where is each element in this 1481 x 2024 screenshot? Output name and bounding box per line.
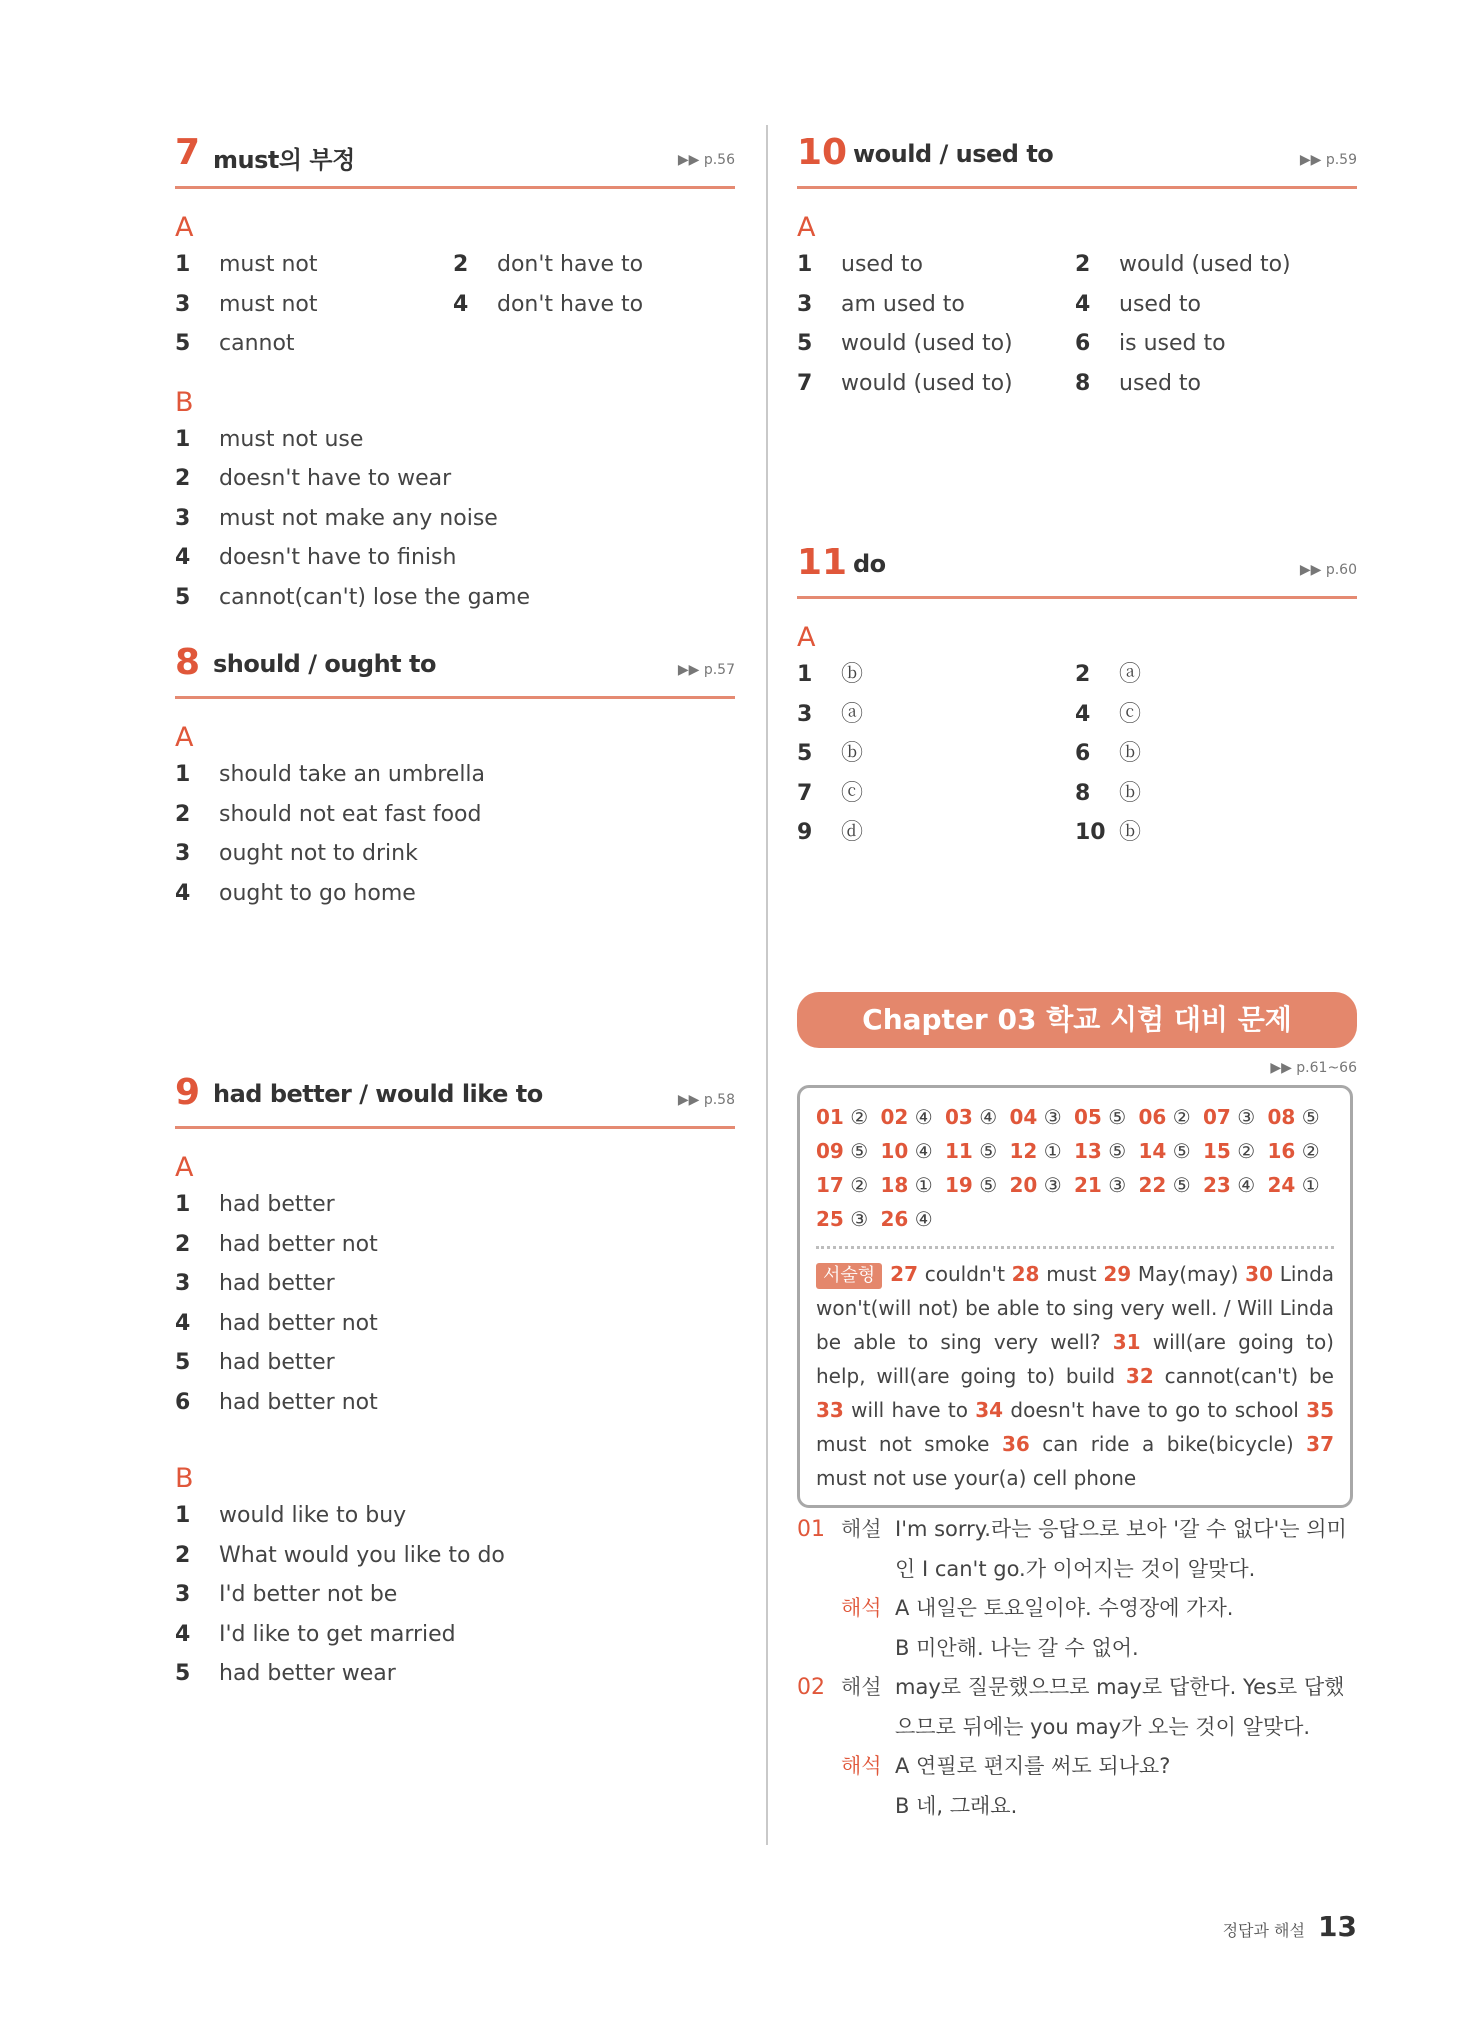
mc-answer	[881, 1105, 933, 1129]
mc-choice: ④	[914, 1105, 933, 1129]
translation-text: A 연필로 편지를 써도 되나요?	[895, 1754, 1171, 1778]
descriptive-answer: can ride a bike(bicycle)	[1042, 1432, 1294, 1456]
answer-number: 4	[1075, 291, 1091, 317]
mc-choice: ②	[850, 1105, 869, 1129]
answer-number: 3	[175, 291, 191, 317]
section-number: 7	[175, 132, 201, 173]
mc-choice: ③	[1043, 1173, 1062, 1197]
descriptive-answer: must not smoke	[816, 1432, 990, 1456]
answer-number: 2	[175, 801, 191, 827]
answer-item	[1075, 364, 1353, 404]
descriptive-number: 30	[1245, 1262, 1273, 1286]
answer-item	[1075, 285, 1353, 325]
answer-number: 1	[175, 762, 191, 787]
answer-text: ⓑ	[841, 662, 864, 687]
answer-item	[175, 834, 731, 874]
translation-tag: 해석	[841, 1754, 882, 1778]
answer-item	[453, 245, 731, 285]
mc-answer	[1074, 1139, 1126, 1163]
answer-text: had better not	[219, 1389, 378, 1415]
answer-item	[175, 499, 731, 539]
answer-item	[1075, 734, 1353, 774]
mc-choice: ①	[1301, 1173, 1320, 1197]
section-header	[175, 130, 735, 189]
answer-text: What would you like to do	[219, 1542, 505, 1568]
answer-item	[175, 1654, 731, 1694]
descriptive-number: 28	[1011, 1262, 1040, 1286]
answer-number: 4	[175, 1621, 191, 1647]
answer-text: is used to	[1119, 331, 1226, 356]
explanation-tag: 해설	[841, 1675, 882, 1699]
page-reference: ▶▶ p.61~66	[1270, 1060, 1357, 1076]
part-letter: A	[175, 722, 194, 753]
answer-item	[175, 324, 453, 364]
answer-text: ⓒ	[1119, 701, 1142, 727]
answer-item	[175, 1185, 731, 1225]
mc-answer	[1203, 1105, 1255, 1129]
answer-list	[797, 655, 1357, 853]
answer-text: would (used to)	[1119, 252, 1291, 277]
answer-text: ⓐ	[841, 701, 864, 727]
mc-number: 22	[1138, 1173, 1167, 1197]
descriptive-answer: couldn't	[924, 1262, 1005, 1286]
section-header	[797, 540, 1357, 599]
answer-number: 9	[797, 820, 813, 845]
descriptive-number: 31	[1112, 1330, 1141, 1354]
mc-number: 03	[945, 1105, 973, 1129]
descriptive-label: 서술형	[816, 1263, 882, 1289]
section-title: would / used to	[853, 140, 1054, 168]
answer-number: 6	[1075, 741, 1091, 766]
section-title: should / ought to	[213, 650, 436, 678]
answer-text: ⓑ	[1119, 820, 1142, 845]
section-10	[797, 130, 1357, 403]
answer-item	[175, 755, 731, 795]
mc-number: 06	[1138, 1105, 1167, 1129]
explanation-text: may로 질문했으므로 may로 답한다. Yes로 답했	[895, 1675, 1345, 1699]
mc-answer	[1203, 1139, 1255, 1163]
mc-choice: ⑤	[979, 1173, 998, 1197]
descriptive-number: 37	[1306, 1432, 1334, 1456]
answer-text: should take an umbrella	[219, 762, 486, 787]
mc-number: 23	[1203, 1173, 1231, 1197]
mc-choice: ①	[914, 1173, 933, 1197]
descriptive-number: 32	[1125, 1364, 1154, 1388]
explanation-text: 으므로 뒤에는 you may가 오는 것이 알맞다.	[895, 1714, 1311, 1739]
mc-answer	[881, 1207, 933, 1231]
explanation-tag: 해설	[841, 1517, 882, 1541]
section-title: must의 부정	[213, 146, 355, 174]
mc-choice: ⑤	[1108, 1139, 1127, 1163]
answer-number: 5	[175, 1661, 191, 1686]
answer-list	[175, 420, 735, 618]
answer-text: had better	[219, 1192, 335, 1217]
page-number: 13	[1318, 1910, 1357, 1943]
section-header	[797, 130, 1357, 189]
answer-number: 7	[797, 780, 813, 806]
mc-answer	[816, 1105, 868, 1129]
answer-number: 5	[175, 584, 191, 610]
mc-number: 08	[1267, 1105, 1296, 1129]
answer-item	[175, 795, 731, 835]
descriptive-answer: will have to	[851, 1398, 968, 1422]
translation-tag: 해석	[841, 1596, 882, 1620]
section-8	[175, 640, 735, 913]
answer-number: 4	[1075, 701, 1091, 727]
section-11	[797, 540, 1357, 853]
answer-item	[175, 874, 731, 914]
answer-item	[175, 1575, 731, 1615]
answer-number: 8	[1075, 370, 1091, 396]
answer-text: ought to go home	[219, 880, 416, 906]
answer-item	[175, 245, 453, 285]
page-reference: ▶▶ p.58	[677, 1092, 735, 1108]
answer-text: ⓑ	[841, 741, 864, 766]
answer-item	[1075, 245, 1353, 285]
answer-text: cannot	[219, 331, 295, 356]
mc-answer	[945, 1173, 997, 1197]
mc-answer	[816, 1139, 868, 1163]
answer-number: 1	[175, 1192, 191, 1217]
answer-text: doesn't have to wear	[219, 466, 452, 491]
mc-number: 05	[1074, 1105, 1102, 1129]
answer-number: 5	[797, 331, 813, 356]
explanation-01	[797, 1510, 1357, 1668]
mc-number: 07	[1203, 1105, 1231, 1129]
mc-answer	[1010, 1139, 1062, 1163]
answer-number: 8	[1075, 780, 1091, 806]
answer-number: 5	[797, 741, 813, 766]
page-reference: ▶▶ p.60	[1299, 562, 1357, 578]
mc-number: 09	[816, 1139, 844, 1163]
answer-item	[175, 1264, 731, 1304]
mc-choice: ④	[979, 1105, 998, 1129]
answer-number: 2	[175, 466, 191, 491]
answer-number: 5	[175, 1350, 191, 1375]
translation-text: A 내일은 토요일이야. 수영장에 가자.	[895, 1596, 1234, 1620]
section-number: 11	[797, 542, 848, 583]
mc-choice: ⑤	[979, 1139, 998, 1163]
answer-text: ⓑ	[1119, 741, 1142, 766]
mc-choice: ④	[1237, 1173, 1256, 1197]
answer-number: 10	[1075, 820, 1106, 845]
page-reference: ▶▶ p.59	[1299, 152, 1357, 168]
mc-number: 26	[880, 1207, 909, 1231]
answer-item	[1075, 695, 1353, 735]
answer-number: 4	[175, 545, 191, 570]
part-letter: B	[175, 386, 194, 418]
answer-list	[175, 245, 735, 364]
chapter-answer-box	[797, 1085, 1353, 1508]
answer-text: don't have to	[497, 291, 644, 317]
mc-number: 18	[880, 1173, 909, 1197]
answer-number: 3	[175, 841, 191, 866]
section-number: 8	[175, 642, 201, 683]
explanation-number: 01	[797, 1517, 825, 1542]
answer-number: 3	[175, 505, 191, 531]
answer-text: ⓐ	[1119, 662, 1142, 687]
explanation-text: I'm sorry.라는 응답으로 보아 '갈 수 없다'는 의미	[895, 1517, 1347, 1541]
mc-number: 15	[1203, 1139, 1231, 1163]
answer-item	[175, 1225, 731, 1265]
descriptive-answer: must	[1046, 1262, 1097, 1286]
mc-answer	[1010, 1105, 1062, 1129]
answer-item	[175, 1615, 731, 1655]
mc-choice: ⑤	[850, 1139, 869, 1163]
answer-list	[175, 1496, 735, 1694]
mc-choice: ⑤	[1172, 1139, 1191, 1163]
mc-choice: ④	[914, 1139, 933, 1163]
descriptive-number: 33	[816, 1398, 844, 1422]
dotted-divider	[816, 1246, 1334, 1249]
page-footer	[1223, 1910, 1357, 1943]
translation-text: B 네, 그래요.	[895, 1793, 1018, 1818]
mc-number: 02	[880, 1105, 909, 1129]
answer-text: ought not to drink	[219, 841, 418, 866]
mc-answer	[816, 1207, 868, 1231]
mc-answer	[881, 1173, 933, 1197]
section-header	[175, 1070, 735, 1129]
section-title: do	[853, 550, 886, 578]
mc-answer	[881, 1139, 933, 1163]
answer-item	[175, 285, 453, 325]
answer-number: 1	[175, 1503, 191, 1528]
answer-text: would like to buy	[219, 1503, 407, 1528]
descriptive-answer: must not use your(a) cell phone	[816, 1466, 1137, 1490]
mc-answer	[1268, 1173, 1320, 1197]
mc-answer	[945, 1139, 997, 1163]
answer-number: 4	[453, 291, 469, 317]
answer-number: 1	[175, 426, 191, 452]
explanation-number: 02	[797, 1675, 825, 1700]
mc-number: 16	[1267, 1139, 1296, 1163]
mc-number: 19	[945, 1173, 973, 1197]
answer-text: had better	[219, 1271, 335, 1296]
answer-number: 5	[175, 331, 191, 356]
answer-number: 3	[797, 701, 813, 727]
answer-item	[797, 364, 1075, 404]
mc-choice: ③	[1237, 1105, 1256, 1129]
descriptive-number: 35	[1306, 1398, 1335, 1422]
answer-text: used to	[1119, 370, 1201, 396]
mc-choice: ①	[1043, 1139, 1062, 1163]
mc-answer	[1268, 1139, 1320, 1163]
answer-item	[797, 285, 1075, 325]
answer-text: must not make any noise	[219, 505, 498, 531]
section-header	[175, 640, 735, 699]
mc-answer	[1139, 1105, 1191, 1129]
part-letter: A	[797, 622, 816, 653]
descriptive-number: 34	[975, 1398, 1004, 1422]
answer-text: had better wear	[219, 1661, 396, 1686]
mc-number: 20	[1009, 1173, 1038, 1197]
translation-text: B 미안해. 나는 갈 수 없어.	[895, 1635, 1139, 1660]
mc-number: 01	[816, 1105, 844, 1129]
mc-choice: ②	[1237, 1139, 1256, 1163]
mc-answer	[1074, 1173, 1126, 1197]
mc-number: 17	[816, 1173, 844, 1197]
mc-number: 12	[1009, 1139, 1038, 1163]
mc-choice: ③	[850, 1207, 869, 1231]
answer-item	[175, 1496, 731, 1536]
answer-number: 1	[175, 252, 191, 277]
section-9	[175, 1070, 735, 1694]
answer-item	[797, 774, 1075, 814]
answer-item	[1075, 324, 1353, 364]
mc-choice: ②	[1301, 1139, 1320, 1163]
answer-item	[797, 695, 1075, 735]
answer-number: 3	[797, 291, 813, 317]
answer-number: 4	[175, 1310, 191, 1336]
answer-number: 3	[175, 1271, 191, 1296]
mc-answer	[1139, 1173, 1191, 1197]
descriptive-answer: doesn't have to go to school	[1010, 1398, 1299, 1422]
answer-number: 2	[453, 252, 469, 277]
answer-number: 2	[175, 1542, 191, 1568]
mc-number: 13	[1074, 1139, 1102, 1163]
section-title: had better / would like to	[213, 1080, 543, 1108]
answer-number: 4	[175, 880, 191, 906]
answer-text: ⓓ	[841, 820, 864, 845]
page-reference: ▶▶ p.57	[677, 662, 735, 678]
answer-item	[175, 459, 731, 499]
answer-list	[175, 1185, 735, 1422]
answer-item	[797, 245, 1075, 285]
chapter-banner: Chapter 03 학교 시험 대비 문제	[797, 992, 1357, 1048]
mc-number: 24	[1267, 1173, 1296, 1197]
descriptive-answer: May(may)	[1137, 1262, 1239, 1286]
answer-number: 2	[175, 1231, 191, 1257]
answer-item	[175, 1383, 731, 1423]
answer-item	[175, 578, 731, 618]
footer-label: 정답과 해설	[1222, 1921, 1305, 1940]
answer-text: would (used to)	[841, 331, 1013, 356]
section-number: 9	[175, 1072, 201, 1113]
descriptive-answer: cannot(can't) be	[1164, 1364, 1334, 1388]
answer-number: 6	[175, 1389, 191, 1415]
mc-number: 11	[945, 1139, 973, 1163]
mc-answer	[1203, 1173, 1255, 1197]
mc-number: 04	[1009, 1105, 1038, 1129]
part-letter: A	[797, 212, 816, 243]
answer-text: used to	[1119, 291, 1201, 317]
mc-choice: ④	[914, 1207, 933, 1231]
answer-item	[175, 1343, 731, 1383]
answer-text: ⓑ	[1119, 780, 1142, 806]
answer-item	[175, 1536, 731, 1576]
mc-choice: ②	[1172, 1105, 1191, 1129]
answer-number: 1	[797, 662, 813, 687]
page-reference: ▶▶ p.56	[677, 152, 735, 168]
answer-item	[797, 655, 1075, 695]
mc-choice: ⑤	[1172, 1173, 1191, 1197]
part-letter: A	[175, 1152, 194, 1183]
mc-number: 21	[1074, 1173, 1102, 1197]
answer-text: would (used to)	[841, 370, 1013, 396]
mc-answer	[1268, 1105, 1320, 1129]
column-divider	[766, 125, 768, 1845]
answer-text: used to	[841, 252, 923, 277]
answer-number: 7	[797, 370, 813, 396]
answer-number: 2	[1075, 662, 1091, 687]
answer-item	[797, 813, 1075, 853]
part-letter: A	[175, 212, 194, 243]
mc-number: 10	[880, 1139, 909, 1163]
answer-text: am used to	[841, 291, 965, 317]
descriptive-answer: will(are going to) help, will(are going to) build	[816, 1330, 1334, 1388]
answer-number: 1	[797, 252, 813, 277]
answer-item	[175, 1304, 731, 1344]
answer-item	[453, 285, 731, 325]
mc-number: 14	[1138, 1139, 1167, 1163]
answer-text: had better	[219, 1350, 335, 1375]
answer-text: should not eat fast food	[219, 801, 482, 827]
answer-item	[1075, 813, 1353, 853]
section-number: 10	[797, 132, 848, 173]
answer-number: 2	[1075, 252, 1091, 277]
explanation-text: 인 I can't go.가 이어지는 것이 알맞다.	[895, 1556, 1256, 1581]
answer-number: 6	[1075, 331, 1091, 356]
answer-item	[1075, 655, 1353, 695]
mc-answer	[945, 1105, 997, 1129]
descriptive-number: 29	[1103, 1262, 1132, 1286]
answer-text: had better not	[219, 1310, 378, 1336]
mc-answer	[1074, 1105, 1126, 1129]
mc-answer	[1139, 1139, 1191, 1163]
descriptive-answer: Linda won't(will not) be able to sing very well. / Will Linda be able to sing very well?	[816, 1262, 1335, 1354]
mc-number: 25	[816, 1207, 844, 1231]
answer-list	[797, 245, 1357, 403]
answer-text: don't have to	[497, 252, 644, 277]
multiple-choice-answers	[816, 1100, 1334, 1236]
mc-choice: ③	[1043, 1105, 1062, 1129]
answer-text: I'd better not be	[219, 1582, 398, 1607]
mc-answer	[1010, 1173, 1062, 1197]
answer-item	[797, 324, 1075, 364]
descriptive-number: 27	[890, 1262, 919, 1286]
answer-number: 3	[175, 1582, 191, 1607]
answer-item	[1075, 774, 1353, 814]
answer-text: must not	[219, 291, 318, 317]
mc-choice: ②	[850, 1173, 869, 1197]
answer-text: must not	[219, 252, 318, 277]
explanation-02	[797, 1668, 1357, 1826]
descriptive-answers	[816, 1257, 1334, 1495]
section-7	[175, 130, 735, 617]
answer-text: had better not	[219, 1231, 378, 1257]
answer-item	[797, 734, 1075, 774]
descriptive-number: 36	[1001, 1432, 1030, 1456]
mc-choice: ⑤	[1108, 1105, 1127, 1129]
answer-text: I'd like to get married	[219, 1621, 456, 1647]
answer-item	[175, 420, 731, 460]
mc-choice: ⑤	[1301, 1105, 1320, 1129]
answer-item	[175, 538, 731, 578]
mc-answer	[816, 1173, 868, 1197]
answer-text: doesn't have to finish	[219, 545, 457, 570]
answer-text: must not use	[219, 426, 364, 452]
answer-text: ⓒ	[841, 780, 864, 806]
answer-list	[175, 755, 735, 913]
mc-choice: ③	[1108, 1173, 1127, 1197]
part-letter: B	[175, 1463, 194, 1494]
answer-text: cannot(can't) lose the game	[219, 584, 530, 610]
